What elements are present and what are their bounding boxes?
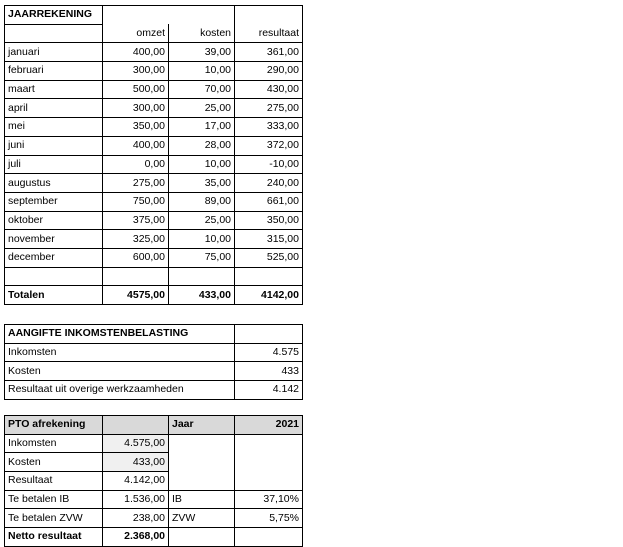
totals-omzet[interactable]: 4575,00 xyxy=(103,286,169,305)
empty-cell[interactable] xyxy=(103,416,169,435)
kosten-cell[interactable]: 70,00 xyxy=(169,80,235,99)
pto-inkomsten-value[interactable]: 4.575,00 xyxy=(103,434,169,453)
month-cell[interactable]: april xyxy=(5,99,103,118)
month-cell[interactable]: september xyxy=(5,192,103,211)
pto-row xyxy=(5,490,303,509)
month-cell[interactable]: juni xyxy=(5,136,103,155)
aangifte-row xyxy=(5,381,303,400)
month-cell[interactable]: december xyxy=(5,248,103,267)
empty-cell[interactable] xyxy=(235,528,303,547)
totals-resultaat[interactable]: 4142,00 xyxy=(235,286,303,305)
resultaat-cell[interactable]: 430,00 xyxy=(235,80,303,99)
kosten-cell[interactable]: 10,00 xyxy=(169,155,235,174)
pto-resultaat-label[interactable]: Resultaat xyxy=(5,472,103,491)
month-cell[interactable]: februari xyxy=(5,62,103,81)
empty-cell[interactable] xyxy=(5,267,103,286)
aangifte-value[interactable]: 4.142 xyxy=(235,381,303,400)
pto-netto-label[interactable]: Netto resultaat xyxy=(5,528,103,547)
aangifte-label[interactable]: Inkomsten xyxy=(5,343,235,362)
month-cell[interactable]: januari xyxy=(5,43,103,62)
resultaat-cell[interactable]: 661,00 xyxy=(235,192,303,211)
aangifte-title-row xyxy=(5,325,303,344)
month-cell[interactable]: augustus xyxy=(5,174,103,193)
pto-title-row xyxy=(5,416,303,435)
aangifte-value[interactable]: 433 xyxy=(235,362,303,381)
table-row xyxy=(5,80,303,99)
resultaat-cell[interactable]: 333,00 xyxy=(235,118,303,137)
omzet-cell[interactable]: 750,00 xyxy=(103,192,169,211)
empty-cell[interactable] xyxy=(169,267,235,286)
resultaat-cell[interactable]: 290,00 xyxy=(235,62,303,81)
empty-cell[interactable] xyxy=(235,6,303,25)
pto-table xyxy=(4,415,303,547)
table-row xyxy=(5,155,303,174)
pto-ib-value[interactable]: 1.536,00 xyxy=(103,490,169,509)
jaarrekening-title[interactable]: JAARREKENING xyxy=(5,6,103,25)
kosten-cell[interactable]: 75,00 xyxy=(169,248,235,267)
pto-kosten-label[interactable]: Kosten xyxy=(5,453,103,472)
omzet-cell[interactable]: 300,00 xyxy=(103,99,169,118)
month-cell[interactable]: juli xyxy=(5,155,103,174)
resultaat-cell[interactable]: 275,00 xyxy=(235,99,303,118)
pto-kosten-value[interactable]: 433,00 xyxy=(103,453,169,472)
jaarrekening-blank-row xyxy=(5,267,303,286)
empty-cell[interactable] xyxy=(103,267,169,286)
resultaat-cell[interactable]: 240,00 xyxy=(235,174,303,193)
kosten-cell[interactable]: 89,00 xyxy=(169,192,235,211)
pto-netto-value[interactable]: 2.368,00 xyxy=(103,528,169,547)
omzet-cell[interactable]: 375,00 xyxy=(103,211,169,230)
aangifte-row xyxy=(5,362,303,381)
kosten-cell[interactable]: 28,00 xyxy=(169,136,235,155)
empty-cell[interactable] xyxy=(235,325,303,344)
pto-row xyxy=(5,472,303,491)
kosten-cell[interactable]: 35,00 xyxy=(169,174,235,193)
pto-zvw-rate-label[interactable]: ZVW xyxy=(169,509,235,528)
omzet-cell[interactable]: 350,00 xyxy=(103,118,169,137)
omzet-cell[interactable]: 0,00 xyxy=(103,155,169,174)
omzet-cell[interactable]: 400,00 xyxy=(103,136,169,155)
resultaat-cell[interactable]: 350,00 xyxy=(235,211,303,230)
omzet-cell[interactable]: 325,00 xyxy=(103,230,169,249)
table-row xyxy=(5,136,303,155)
kosten-cell[interactable]: 39,00 xyxy=(169,43,235,62)
resultaat-cell[interactable]: 361,00 xyxy=(235,43,303,62)
table-row xyxy=(5,230,303,249)
resultaat-cell[interactable]: -10,00 xyxy=(235,155,303,174)
pto-jaar-value[interactable]: 2021 xyxy=(235,416,303,435)
pto-ib-rate-label[interactable]: IB xyxy=(169,490,235,509)
aangifte-row xyxy=(5,343,303,362)
pto-ib-rate[interactable]: 37,10% xyxy=(235,490,303,509)
aangifte-value[interactable]: 4.575 xyxy=(235,343,303,362)
kosten-cell[interactable]: 25,00 xyxy=(169,99,235,118)
kosten-cell[interactable]: 25,00 xyxy=(169,211,235,230)
table-row xyxy=(5,62,303,81)
jaarrekening-table xyxy=(4,5,303,305)
empty-cell[interactable] xyxy=(169,453,235,472)
omzet-cell[interactable]: 400,00 xyxy=(103,43,169,62)
omzet-cell[interactable]: 500,00 xyxy=(103,80,169,99)
aangifte-title[interactable]: AANGIFTE INKOMSTENBELASTING xyxy=(5,325,235,344)
totals-label[interactable]: Totalen xyxy=(5,286,103,305)
omzet-cell[interactable]: 600,00 xyxy=(103,248,169,267)
omzet-cell[interactable]: 300,00 xyxy=(103,62,169,81)
resultaat-cell[interactable]: 525,00 xyxy=(235,248,303,267)
omzet-cell[interactable]: 275,00 xyxy=(103,174,169,193)
empty-cell[interactable] xyxy=(103,6,169,25)
empty-cell[interactable] xyxy=(235,472,303,491)
jaarrekening-header-row xyxy=(5,24,303,43)
pto-row xyxy=(5,509,303,528)
pto-row xyxy=(5,434,303,453)
pto-netto-row xyxy=(5,528,303,547)
pto-zvw-label[interactable]: Te betalen ZVW xyxy=(5,509,103,528)
table-row xyxy=(5,99,303,118)
table-row xyxy=(5,174,303,193)
month-cell[interactable]: mei xyxy=(5,118,103,137)
month-cell[interactable]: maart xyxy=(5,80,103,99)
aangifte-label[interactable]: Resultaat uit overige werkzaamheden xyxy=(5,381,235,400)
resultaat-cell[interactable]: 315,00 xyxy=(235,230,303,249)
empty-cell[interactable] xyxy=(235,453,303,472)
aangifte-table xyxy=(4,324,303,400)
empty-cell[interactable] xyxy=(235,267,303,286)
empty-cell[interactable] xyxy=(169,472,235,491)
pto-zvw-rate[interactable]: 5,75% xyxy=(235,509,303,528)
pto-title[interactable]: PTO afrekening xyxy=(5,416,103,435)
kosten-cell[interactable]: 10,00 xyxy=(169,62,235,81)
empty-cell[interactable] xyxy=(169,6,235,25)
table-row xyxy=(5,118,303,137)
header-resultaat[interactable]: resultaat xyxy=(235,24,303,43)
empty-cell[interactable] xyxy=(235,434,303,453)
pto-inkomsten-label[interactable]: Inkomsten xyxy=(5,434,103,453)
pto-jaar-label[interactable]: Jaar xyxy=(169,416,235,435)
totals-kosten[interactable]: 433,00 xyxy=(169,286,235,305)
pto-zvw-value[interactable]: 238,00 xyxy=(103,509,169,528)
resultaat-cell[interactable]: 372,00 xyxy=(235,136,303,155)
empty-cell[interactable] xyxy=(5,24,103,43)
table-row xyxy=(5,248,303,267)
pto-ib-label[interactable]: Te betalen IB xyxy=(5,490,103,509)
pto-resultaat-value[interactable]: 4.142,00 xyxy=(103,472,169,491)
header-kosten[interactable]: kosten xyxy=(169,24,235,43)
jaarrekening-title-row xyxy=(5,6,303,25)
month-cell[interactable]: november xyxy=(5,230,103,249)
table-row xyxy=(5,43,303,62)
pto-row xyxy=(5,453,303,472)
aangifte-label[interactable]: Kosten xyxy=(5,362,235,381)
totals-row xyxy=(5,286,303,305)
kosten-cell[interactable]: 10,00 xyxy=(169,230,235,249)
table-row xyxy=(5,192,303,211)
table-row xyxy=(5,211,303,230)
empty-cell[interactable] xyxy=(169,528,235,547)
kosten-cell[interactable]: 17,00 xyxy=(169,118,235,137)
month-cell[interactable]: oktober xyxy=(5,211,103,230)
empty-cell[interactable] xyxy=(169,434,235,453)
header-omzet[interactable]: omzet xyxy=(103,24,169,43)
